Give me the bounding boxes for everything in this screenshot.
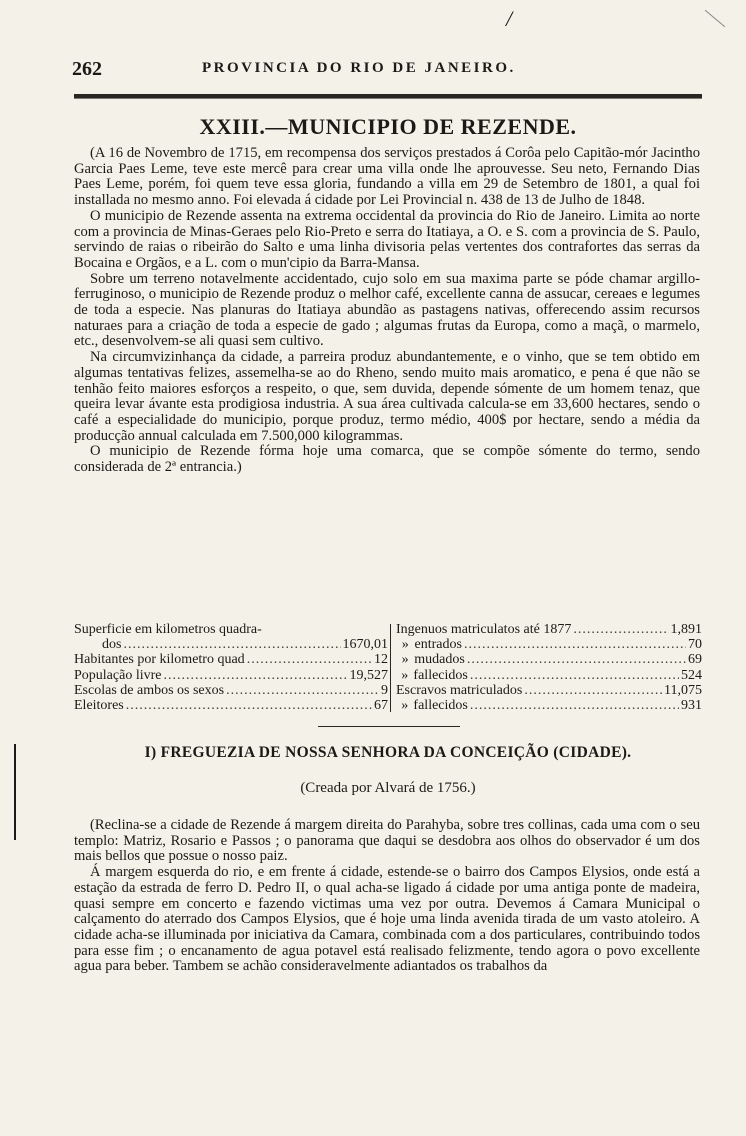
- stat-row: [396, 683, 702, 698]
- leader-dots: [470, 668, 679, 683]
- stat-value: 69: [688, 652, 702, 668]
- margin-pencil-mark: /: [506, 6, 513, 31]
- leader-dots: [247, 652, 372, 667]
- stat-label: Escravos matriculados: [396, 682, 523, 698]
- stat-label: Habitantes por kilometro quad: [74, 652, 245, 668]
- stat-label: Escolas de ambos os sexos: [74, 682, 225, 698]
- stat-label: fallecidos: [413, 667, 468, 683]
- paragraph-viticulture: Na circumvizinhança da cidade, a parreira produz abundantemente, e o vinho, que se tem obtido em algumas tentativas felizes, assemelha-se ao do Rheno, sendo muito mais aromatico, e pena é que não se tenhão feito maiores esforços a respeito, o que, sem duvida, depende sómente de um homem tenaz, que queira levar ávante esta prodigiosa industria. A sua área cultivada calcula-se em 33,600 hectares, sendo o café a especialidade do municipio, porque produz, termo médio, 400$ por hectare, sendo a média da producção annual calculada em 7.500,000 kilogrammas.: [74, 349, 700, 444]
- ditto-mark: »: [401, 667, 409, 683]
- chapter-title: XXIII.—MUNICIPIO DE REZENDE.: [199, 114, 577, 139]
- stat-value: 67: [374, 697, 388, 713]
- leader-dots: [467, 652, 686, 667]
- chapter-body: [74, 146, 700, 476]
- stat-row: [74, 637, 388, 652]
- stat-label: População livre: [74, 667, 162, 683]
- stat-label: fallecidos: [413, 697, 468, 713]
- stat-row: [74, 683, 388, 698]
- stat-value: 931: [681, 697, 702, 713]
- stat-row: [396, 622, 702, 637]
- paragraph-history: (A 16 de Novembro de 1715, em recompensa dos serviços prestados á Corôa pelo Capitão-mór Jacintho Garcia Paes Leme, teve este mercê para crear uma villa onde lhe aprouvesse. Seu neto, Fernando Dias Paes Leme, porém, foi quem teve essa gloria, fundando a villa em 29 de Setembro de 1801, a qual foi installada no mesmo anno. Foi elevada á cidade por Lei Provincial n. 438 de 13 de Julho de 1848.: [74, 145, 700, 209]
- stat-value: 19,527: [349, 667, 388, 683]
- leader-dots: [470, 698, 679, 713]
- section-body: [74, 818, 700, 975]
- scan-edge-mark: [14, 744, 16, 840]
- section-rule: [318, 726, 460, 727]
- stats-left-column: [74, 622, 388, 713]
- page-number: 262: [72, 58, 102, 80]
- corner-scratch: [705, 10, 726, 27]
- stat-value: 9: [381, 682, 388, 698]
- paragraph-boundaries: O municipio de Rezende assenta na extrema occidental da provincia do Rio de Janeiro. Limita ao norte com a provincia de Minas-Geraes pelo Rio-Preto e serra do Itatiaya, a O. e S. com a provincia de S. Paulo, servindo de raias o ribeirão do Salto e uma linha divisoria pelas vertentes dos contrafortes das serras da Bocaina e Orgãos, e a L. com o mun'cipio da Barra-Mansa.: [74, 207, 700, 271]
- ditto-mark: »: [401, 637, 409, 653]
- running-head: [72, 58, 702, 82]
- stat-label: Eleitores: [74, 697, 124, 713]
- leader-dots: [126, 698, 372, 713]
- header-rule: [74, 94, 702, 99]
- paragraph-comarca: O municipio de Rezende fórma hoje uma comarca, que se compõe sómente do termo, sendo considerada de 2ª entrancia.): [74, 443, 700, 476]
- ditto-mark: »: [401, 697, 409, 713]
- section-title: I) FREGUEZIA DE NOSSA SENHORA DA CONCEIÇÃO (CIDADE).: [144, 744, 632, 761]
- stat-value: 524: [681, 667, 702, 683]
- paragraph-agriculture: Sobre um terreno notavelmente accidentado, cujo solo em sua maxima parte se póde chamar argillo-ferruginoso, o municipio de Rezende produz o melhor café, excellente canna de assucar, cereaes e legumes de toda a especie. Nas planuras do Itatiaya abundão as pastagens nativas, offerecendo assim recursos naturaes para a criação de toda a especie de gado ; algumas frutas da Europa, como a maçã, o marmelo, etc., desenvolvem-se ali quasi sem cultivo.: [74, 270, 700, 350]
- stat-label: mudados: [414, 652, 465, 668]
- stat-row: [396, 637, 702, 652]
- leader-dots: [464, 637, 686, 652]
- ditto-mark: »: [401, 652, 409, 668]
- stat-label: entrados: [414, 637, 462, 653]
- leader-dots: [163, 668, 347, 683]
- stats-right-column: [396, 622, 702, 713]
- leader-dots: [524, 683, 662, 698]
- paragraph-campos-elysios: Á margem esquerda do rio, e em frente á cidade, estende-se o bairro dos Campos Elysios, onde está a estação da estrada de ferro D. Pedro II, o qual acha-se ligado á cidade por uma antiga ponte de madeira, quasi sempre em concerto e fazendo victimas uma vez por outra. Devemos á Camara Municipal o calçamento do aterrado dos Campos Elysios, que é hoje uma linda avenida tirada de um vasto atoleiro. A cidade acha-se illuminada por iniciativa da Camara, combinada com a dos particulares, contribuindo todos para esse fim ; o encanamento de agua potavel está realisado felizmente, tendo agora o povo excellente agua para beber. Tambem se achão consideravelmente adiantados os trabalhos da: [74, 864, 700, 975]
- stat-value: 12: [374, 652, 388, 668]
- stat-value: 1670,01: [342, 637, 388, 653]
- leader-dots: [226, 683, 379, 698]
- stat-row: [74, 622, 388, 637]
- column-divider: [390, 624, 391, 712]
- stat-value: 1,891: [670, 622, 702, 637]
- section-subtitle: (Creada por Alvará de 1756.): [300, 780, 476, 796]
- stat-row: [396, 668, 702, 683]
- statistics-table: [74, 622, 702, 714]
- running-title: PROVINCIA DO RIO DE JANEIRO.: [202, 60, 516, 76]
- stat-label: Ingenuos matriculatos até 1877: [396, 622, 572, 637]
- stat-value: 11,075: [664, 682, 702, 698]
- leader-dots: [123, 637, 340, 652]
- stat-label: dos: [102, 637, 122, 653]
- stat-row: [74, 668, 388, 683]
- stat-row: [74, 652, 388, 667]
- stat-row: [396, 652, 702, 667]
- stat-row: [74, 698, 388, 713]
- stat-row: [396, 698, 702, 713]
- paragraph-city: (Reclina-se a cidade de Rezende á margem direita do Parahyba, sobre tres collinas, cada uma com o seu templo: Matriz, Rosario e Passos ; o panorama que daqui se desdobra aos olhos do observador é um dos mais bellos que possue o nosso paiz.: [74, 817, 700, 865]
- stat-label: Superficie em kilometros quadra-: [74, 622, 262, 637]
- stat-value: 70: [688, 637, 702, 653]
- leader-dots: [573, 622, 668, 637]
